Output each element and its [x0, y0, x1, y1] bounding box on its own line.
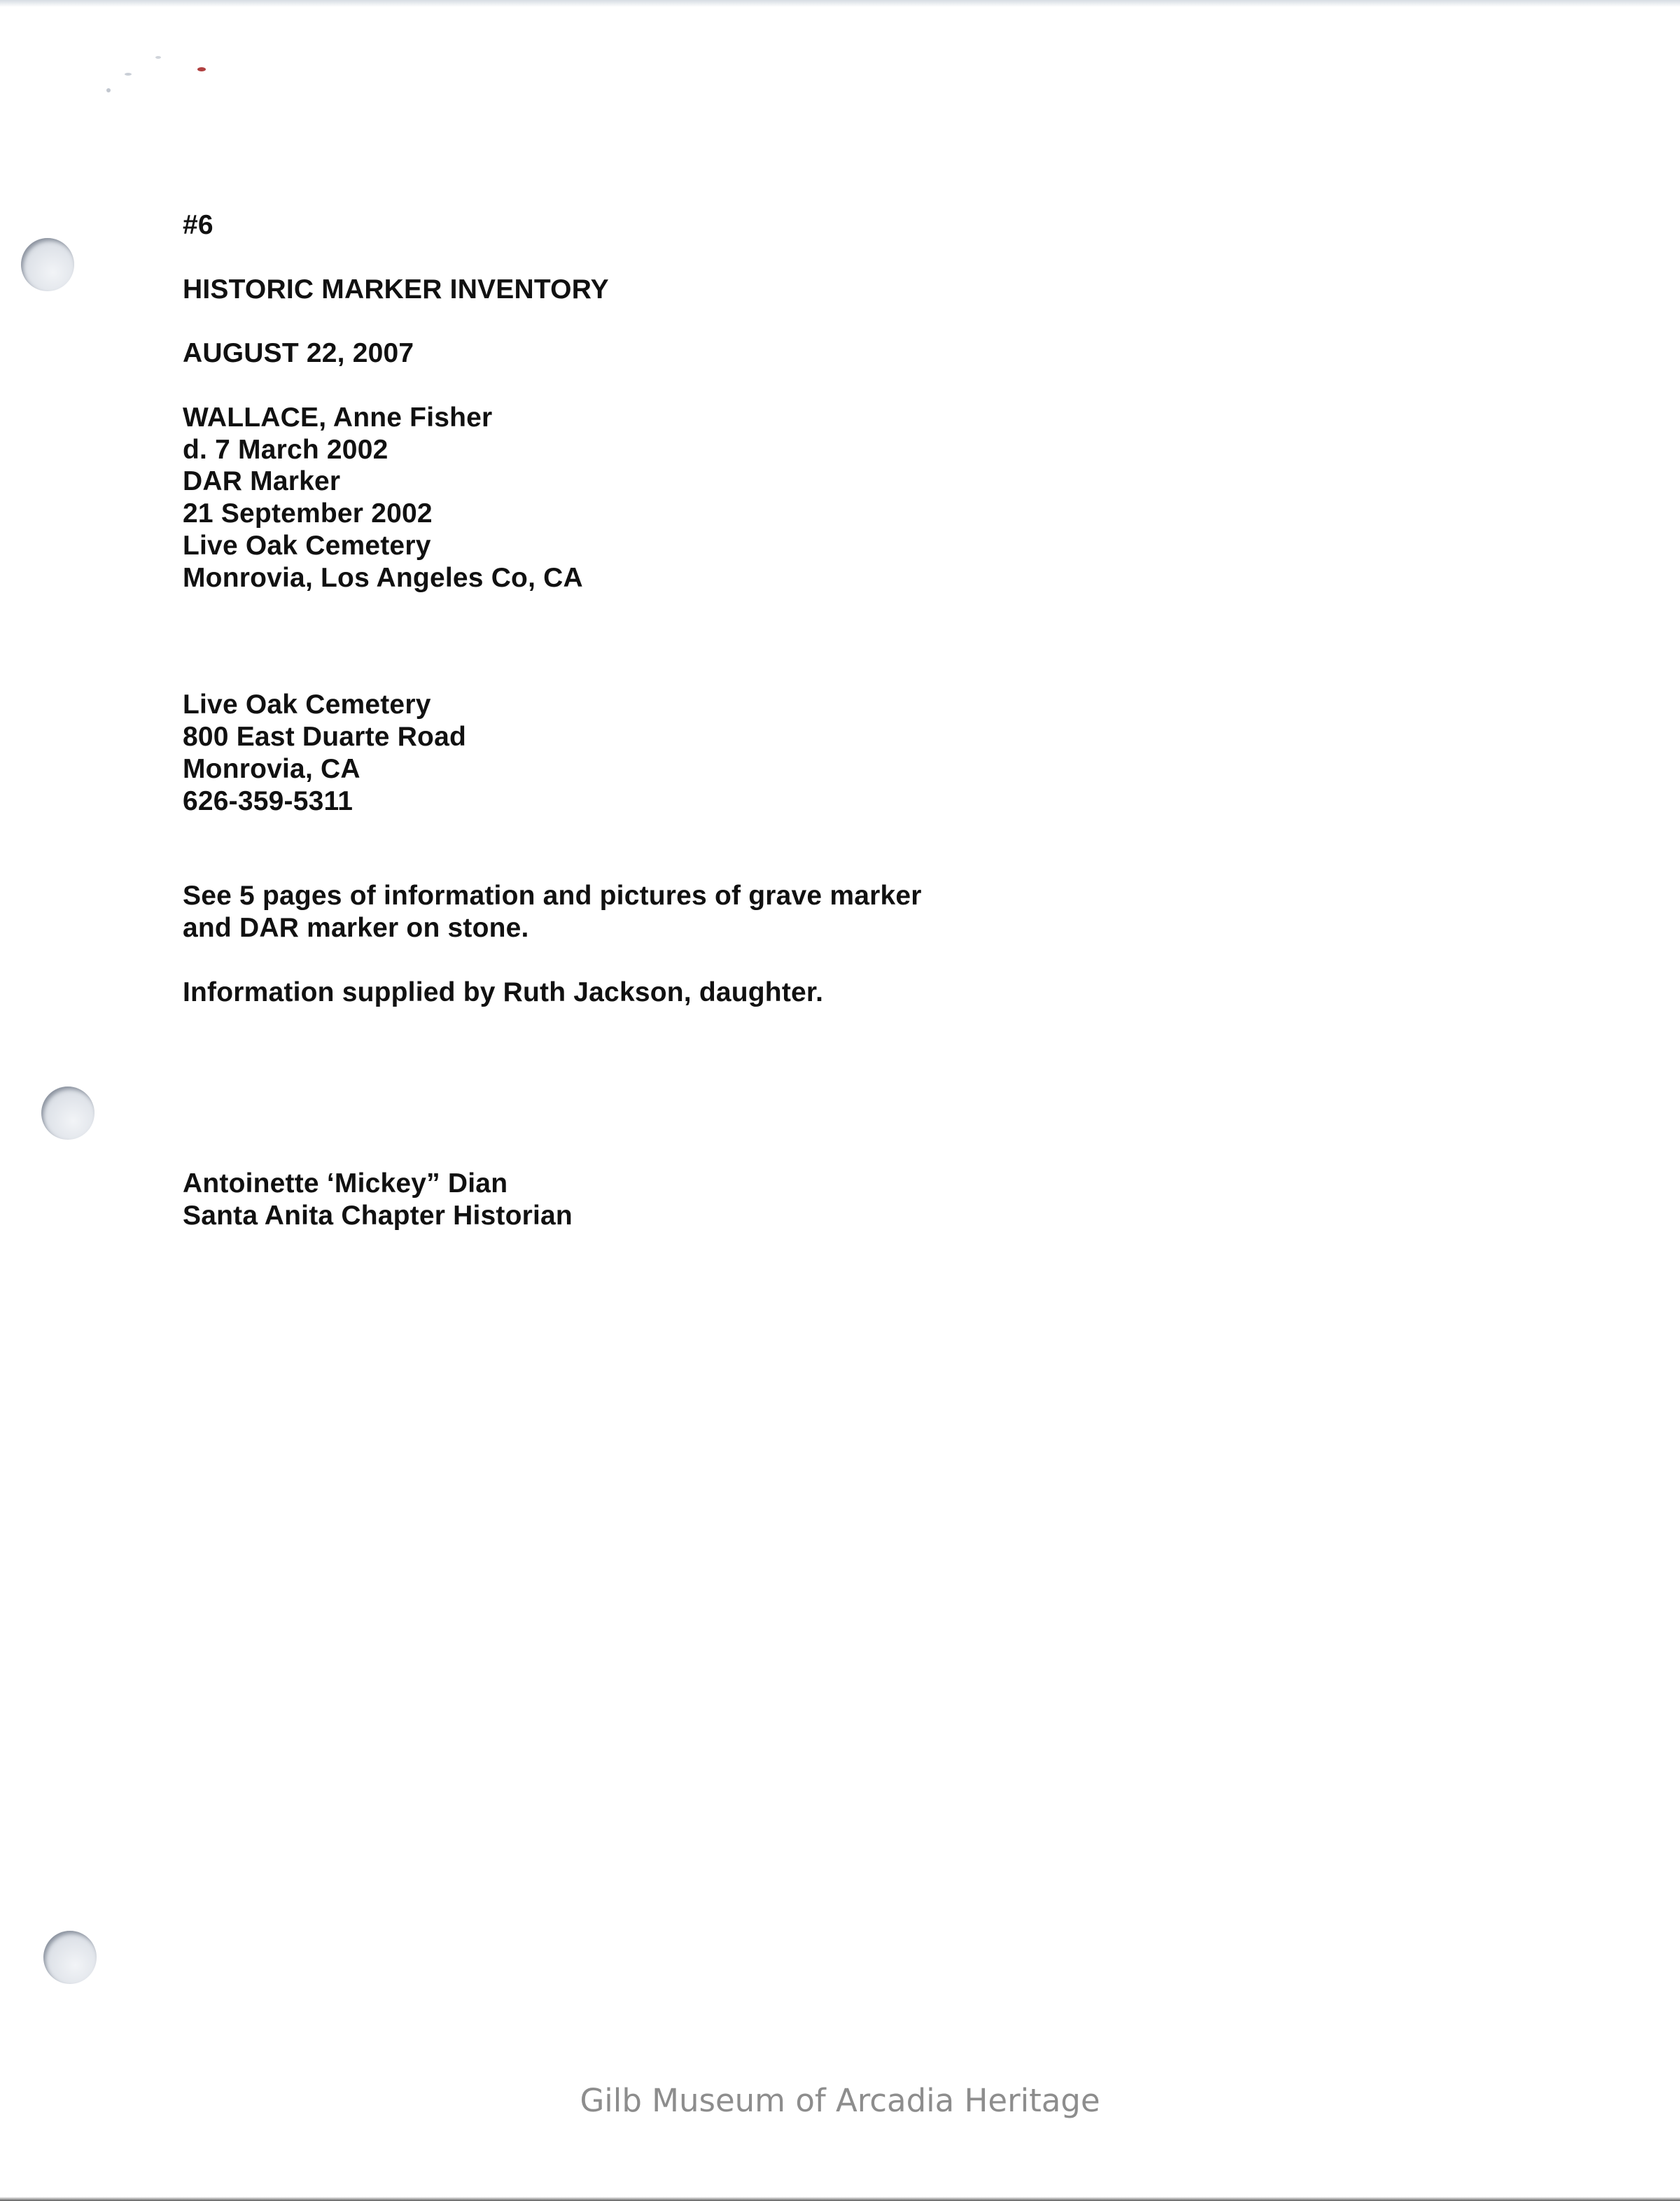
punch-hole-top [21, 238, 74, 291]
scan-bottom-edge [0, 2197, 1680, 2201]
subject-name: WALLACE, Anne Fisher [183, 403, 493, 433]
scan-speck [197, 67, 206, 71]
signature-role: Santa Anita Chapter Historian [183, 1201, 573, 1231]
cemetery-street: 800 East Duarte Road [183, 722, 466, 752]
scan-speck [125, 73, 132, 76]
cemetery-name: Live Oak Cemetery [183, 690, 431, 720]
note-source: Information supplied by Ruth Jackson, daughter. [183, 977, 824, 1007]
cemetery-city: Monrovia, CA [183, 754, 360, 784]
subject-death-date: d. 7 March 2002 [183, 435, 388, 465]
document-number: #6 [183, 210, 214, 240]
signature-name: Antoinette ‘Mickey” Dian [183, 1168, 508, 1199]
punch-hole-middle [41, 1086, 94, 1140]
watermark: Gilb Museum of Arcadia Heritage [580, 2082, 1100, 2119]
subject-marker-date: 21 September 2002 [183, 498, 433, 529]
note-line-2: and DAR marker on stone. [183, 913, 529, 943]
subject-location: Monrovia, Los Angeles Co, CA [183, 563, 583, 593]
note-line-1: See 5 pages of information and pictures of grave marker [183, 881, 922, 911]
scan-speck [106, 88, 111, 92]
document-date: AUGUST 22, 2007 [183, 338, 414, 368]
cemetery-phone: 626-359-5311 [183, 786, 354, 816]
document-title: HISTORIC MARKER INVENTORY [183, 274, 609, 305]
scan-top-edge [0, 0, 1680, 7]
punch-hole-bottom [43, 1931, 97, 1984]
subject-marker-type: DAR Marker [183, 466, 341, 496]
scan-speck [155, 56, 161, 59]
subject-cemetery: Live Oak Cemetery [183, 531, 431, 561]
